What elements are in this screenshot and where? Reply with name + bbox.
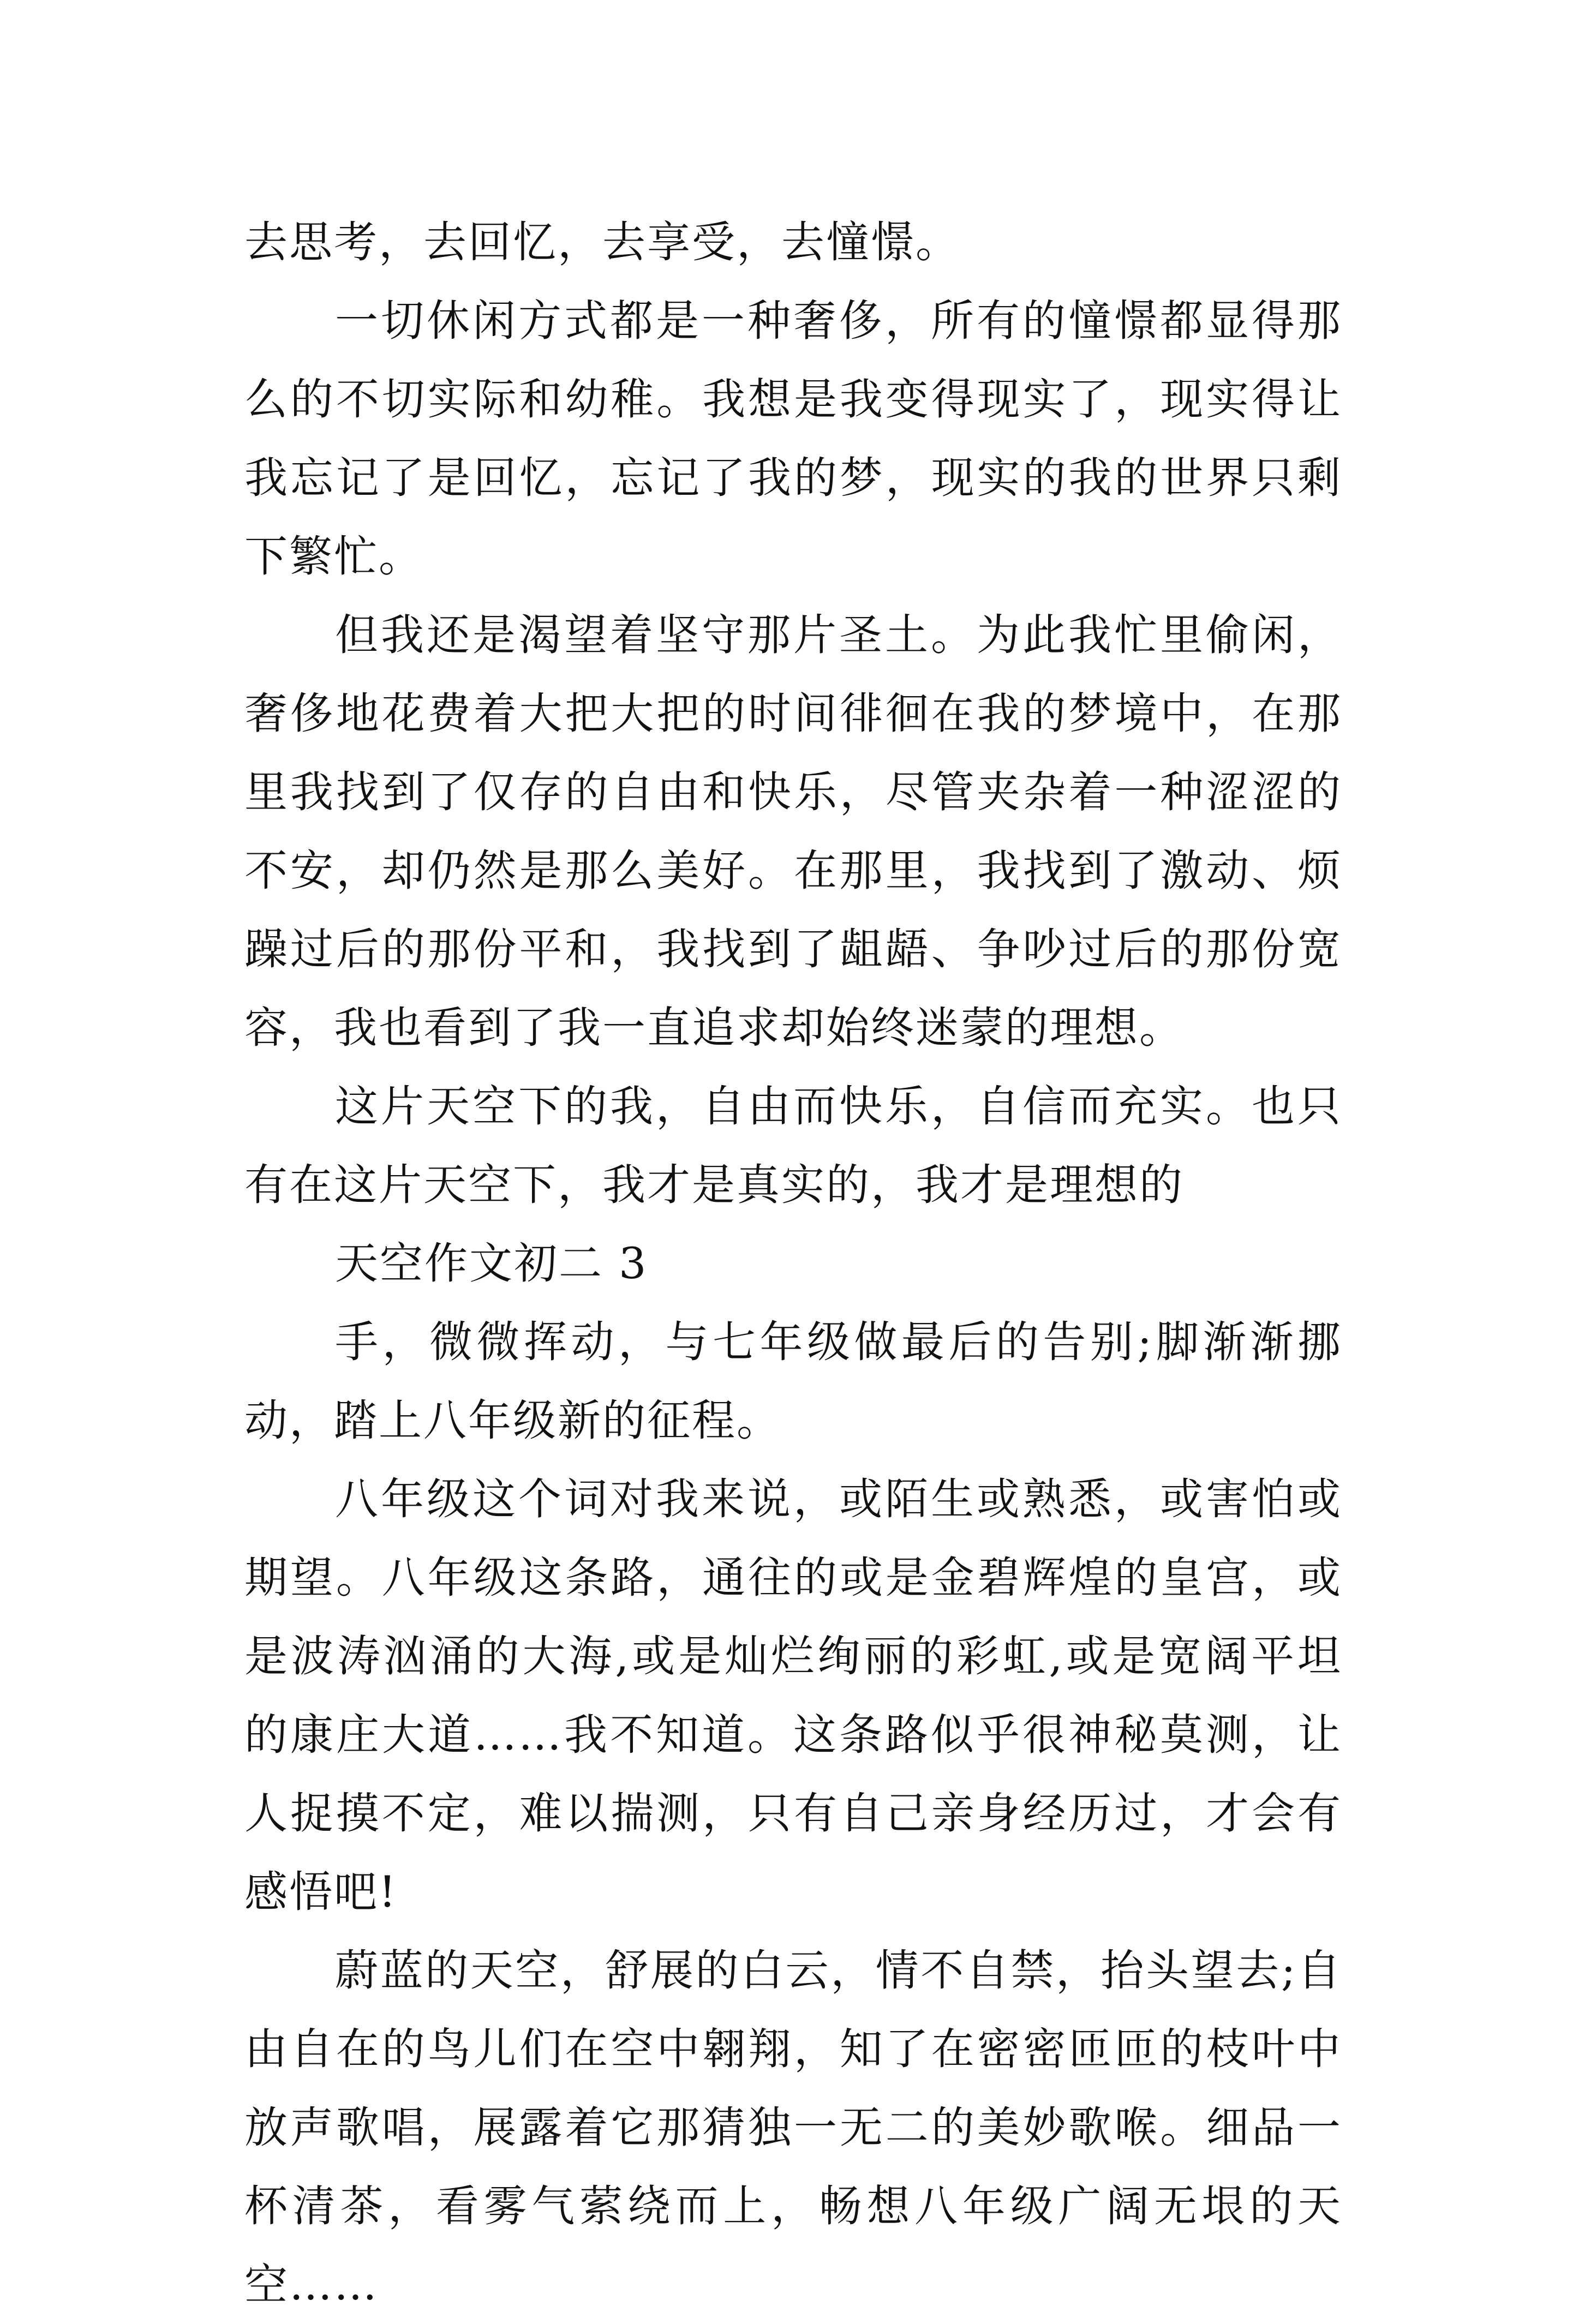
paragraph-1: 一切休闲方式都是一种奢侈，所有的憧憬都显得那么的不切实际和幼稚。我想是我变得现实了，现实得让我忘记了是回忆，忘记了我的梦，现实的我的世界只剩下繁忙。	[244, 296, 1342, 582]
paragraph-2: 但我还是渴望着坚守那片圣土。为此我忙里偷闲，奢侈地花费着大把大把的时间徘徊在我的梦境中，在那里我找到了仅存的自由和快乐，尽管夹杂着一种涩涩的不安，却仍然是那么美好。在那里，我找到了激动、烦躁过后的那份平和，我找到了龃龉、争吵过后的那份宽容，我也看到了我一直追求却始终迷蒙的理想。	[244, 610, 1342, 1053]
paragraph-5: 八年级这个词对我来说，或陌生或熟悉，或害怕或期望。八年级这条路，通往的或是金碧辉煌的皇宫，或是波涛汹涌的大海,或是灿烂绚丽的彩虹,或是宽阔平坦的康庄大道……我不知道。这条路似乎很神秘莫测，让人捉摸不定，难以揣测，只有自己亲身经历过，才会有感悟吧!	[244, 1474, 1342, 1917]
document-body	[244, 203, 1342, 2324]
paragraph-3: 这片天空下的我，自由而快乐，自信而充实。也只有在这片天空下，我才是真实的，我才是理想的	[244, 1081, 1342, 1210]
paragraph-4: 手，微微挥动，与七年级做最后的告别;脚渐渐挪动，踏上八年级新的征程。	[244, 1317, 1342, 1446]
paragraph-0: 去思考，去回忆，去享受，去憧憬。	[244, 217, 960, 267]
paragraph-6: 蔚蓝的天空，舒展的白云，情不自禁，抬头望去;自由自在的鸟儿们在空中翱翔，知了在密密匝匝的枝叶中放声歌唱，展露着它那猜独一无二的美妙歌喉。细品一杯清茶，看雾气萦绕而上，畅想八年级广阔无垠的天空……	[244, 1945, 1342, 2310]
section-heading: 天空作文初二 3	[335, 1238, 648, 1289]
